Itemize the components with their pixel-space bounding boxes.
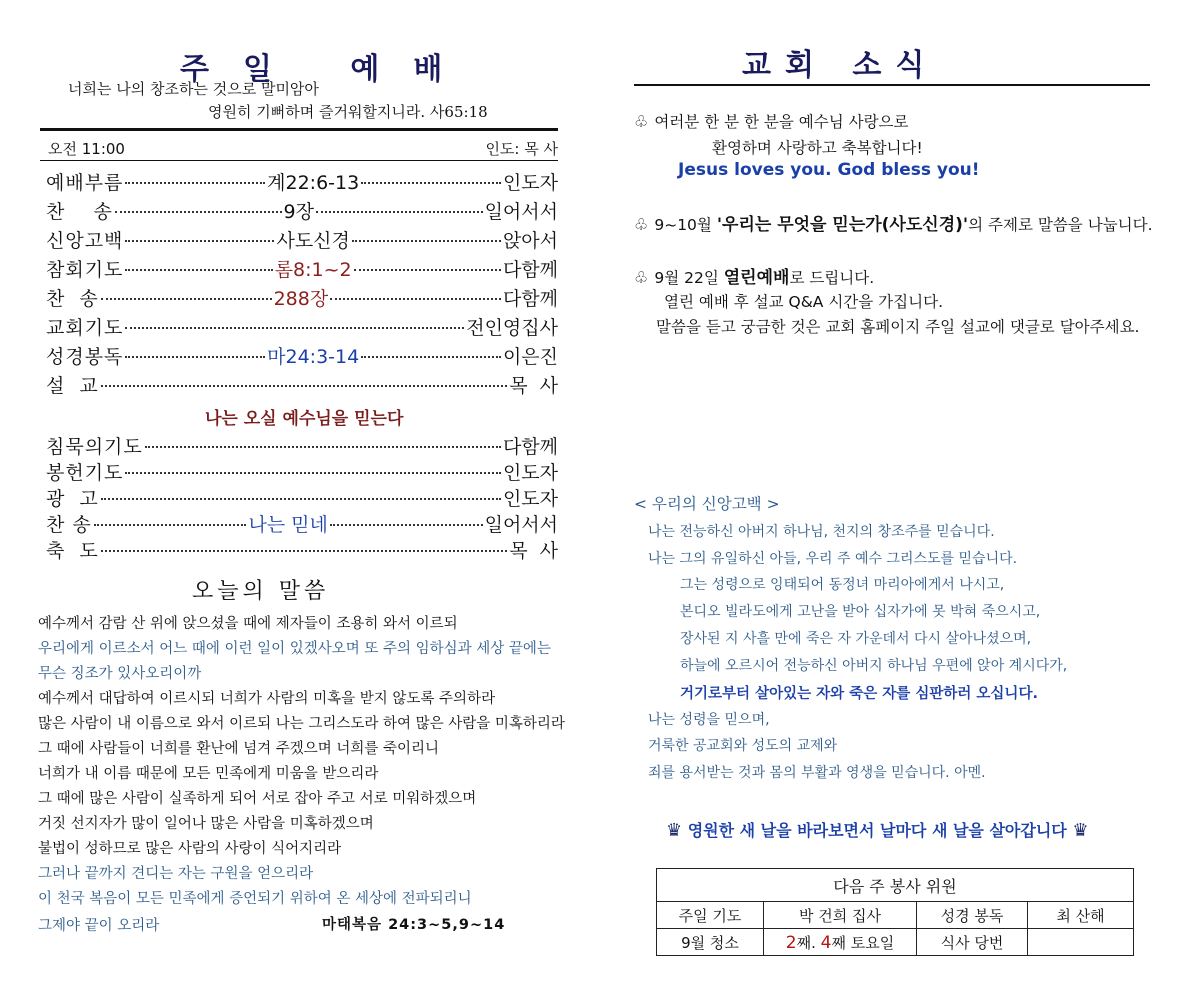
news-item-3-line3: 말씀을 듣고 궁금한 것은 교회 홈페이지 주일 설교에 댓글로 달아주세요. [656, 318, 1140, 336]
news-item-1: ♧ 여러분 한 분 한 분을 예수님 사랑으로 [634, 112, 909, 131]
creed-line: 하늘에 오르시어 전능하신 아버지 하나님 우편에 앉아 계시다가, [680, 658, 1068, 674]
clover-icon: ♧ [634, 215, 649, 234]
scripture-line: 우리에게 이르소서 어느 때에 이런 일이 있겠사오며 또 주의 임하심과 세상 끝에는 [38, 641, 551, 657]
clover-icon: ♧ [634, 268, 649, 287]
news-item-3-line2: 열린 예배 후 설교 Q&A 시간을 가집니다. [664, 293, 944, 311]
creed-line: 나는 전능하신 아버지 하나님, 천지의 창조주를 믿습니다. [648, 524, 995, 540]
divider [40, 160, 558, 161]
scripture-line: 그러나 끝까지 견디는 자는 구원을 얻으리라 [38, 866, 314, 882]
service-duty-table [656, 868, 1134, 956]
creed-line: 그는 성령으로 잉태되어 동정녀 마리아에게서 나시고, [680, 577, 1005, 593]
order-row: 교회기도 전인영집사 [46, 317, 558, 339]
duty-table-title: 다음 주 봉사 위원 [657, 869, 1134, 902]
church-news-title: 교회 소식 [742, 48, 939, 83]
crown-icon: ♛ [666, 820, 683, 841]
scripture-reference: 마태복음 24:3~5,9~14 [322, 917, 506, 933]
today-word-title: 오늘의 말씀 [192, 579, 330, 604]
order-row: 축 도 목 사 [46, 540, 558, 562]
motto: ♛ 영원한 새 날을 바라보면서 날마다 새 날을 살아갑니다 ♛ [666, 820, 1089, 841]
order-row: 참회기도 롬8:1~2 다함께 [46, 259, 558, 281]
duty-cell: 2째. 4째 토요일 [764, 929, 917, 956]
duty-cell [1028, 929, 1134, 956]
duty-cell: 식사 당번 [917, 929, 1028, 956]
duty-cell: 9월 청소 [657, 929, 764, 956]
order-row: 봉헌기도 인도자 [46, 462, 558, 484]
scripture-line: 너희가 내 이름 때문에 모든 민족에게 미움을 받으리라 [38, 766, 379, 782]
creed-line: 본디오 빌라도에게 고난을 받아 십자가에 못 박혀 죽으시고, [680, 604, 1041, 620]
duty-header: 박 건희 집사 [764, 902, 917, 929]
divider [634, 84, 1150, 86]
duty-header: 성경 봉독 [917, 902, 1028, 929]
creed-title: < 우리의 신앙고백 > [634, 495, 780, 513]
verse-line-2: 영원히 기뻐하며 즐거워할지니라. 사65:18 [208, 103, 488, 121]
order-row: 설 교 목 사 [46, 375, 558, 397]
verse-line-1: 너희는 나의 창조하는 것으로 말미암아 [68, 80, 319, 98]
scripture-line: 무슨 징조가 있사오리이까 [38, 666, 202, 682]
news-item-1-line2: 환영하며 사랑하고 축복합니다! [712, 139, 923, 157]
order-row: 예배부름 계22:6-13 인도자 [46, 172, 559, 194]
duty-header: 주일 기도 [657, 902, 764, 929]
order-row: 찬 송 9장 일어서서 [46, 201, 558, 223]
scripture-line: 그 때에 많은 사람이 실족하게 되어 서로 잡아 주고 서로 미워하겠으며 [38, 791, 477, 807]
creed-line: 나는 그의 유일하신 아들, 우리 주 예수 그리스도를 믿습니다. [648, 551, 1018, 567]
order-row: 찬 송 288장 다함께 [46, 288, 559, 310]
news-item-3: ♧ 9월 22일 열린예배로 드립니다. [634, 268, 875, 288]
creed-line: 거기로부터 살아있는 자와 죽은 자를 심판하러 오십니다. [680, 686, 1038, 702]
worship-leader: 인도: 목 사 [485, 140, 558, 158]
clover-icon: ♧ [634, 112, 649, 131]
scripture-line: 불법이 성하므로 많은 사람의 사랑이 식어지리라 [38, 841, 342, 857]
sermon-title: 나는 오실 예수님을 믿는다 [205, 409, 404, 429]
creed-line: 나는 성령을 믿으며, [648, 712, 770, 728]
scripture-line: 거짓 선지자가 많이 일어나 많은 사람을 미혹하겠으며 [38, 816, 374, 832]
worship-title: 주일 예배 [180, 52, 477, 87]
scripture-line: 예수께서 감람 산 위에 앉으셨을 때에 제자들이 조용히 와서 이르되 [38, 616, 458, 632]
order-row: 성경봉독 마24:3-14 이은진 [46, 346, 559, 368]
worship-time: 오전 11:00 [48, 140, 125, 158]
order-row: 찬 송 나는 믿네 일어서서 [46, 514, 559, 536]
scripture-line: 그 때에 사람들이 너희를 환난에 넘겨 주겠으며 너희를 죽이리니 [38, 741, 440, 757]
scripture-line: 예수께서 대답하여 이르시되 너희가 사람의 미혹을 받지 않도록 주의하라 [38, 691, 496, 707]
scripture-line: 많은 사람이 내 이름으로 와서 이르되 나는 그리스도라 하여 많은 사람을 미혹하리라 [38, 716, 565, 732]
news-item-2: ♧ 9~10월 '우리는 무엇을 믿는가(사도신경)'의 주제로 말씀을 나눕니다. [634, 215, 1153, 235]
creed-line: 죄를 용서받는 것과 몸의 부활과 영생을 믿습니다. 아멘. [648, 765, 986, 781]
creed-line: 장사된 지 사흘 만에 죽은 자 가운데서 다시 살아나셨으며, [680, 631, 1032, 647]
scripture-line: 이 천국 복음이 모든 민족에게 증언되기 위하여 온 세상에 전파되리니 [38, 891, 472, 907]
crown-icon: ♛ [1072, 820, 1089, 841]
order-row: 신앙고백 사도신경 앉아서 [46, 230, 558, 252]
duty-header: 최 산해 [1028, 902, 1134, 929]
divider [40, 128, 558, 131]
order-row: 침묵의기도 다함께 [46, 436, 558, 458]
scripture-line: 그제야 끝이 오리라 [38, 918, 160, 934]
creed-line: 거룩한 공교회와 성도의 교제와 [648, 738, 838, 754]
news-item-1-english: Jesus loves you. God bless you! [678, 160, 980, 180]
order-row: 광 고 인도자 [46, 488, 558, 510]
